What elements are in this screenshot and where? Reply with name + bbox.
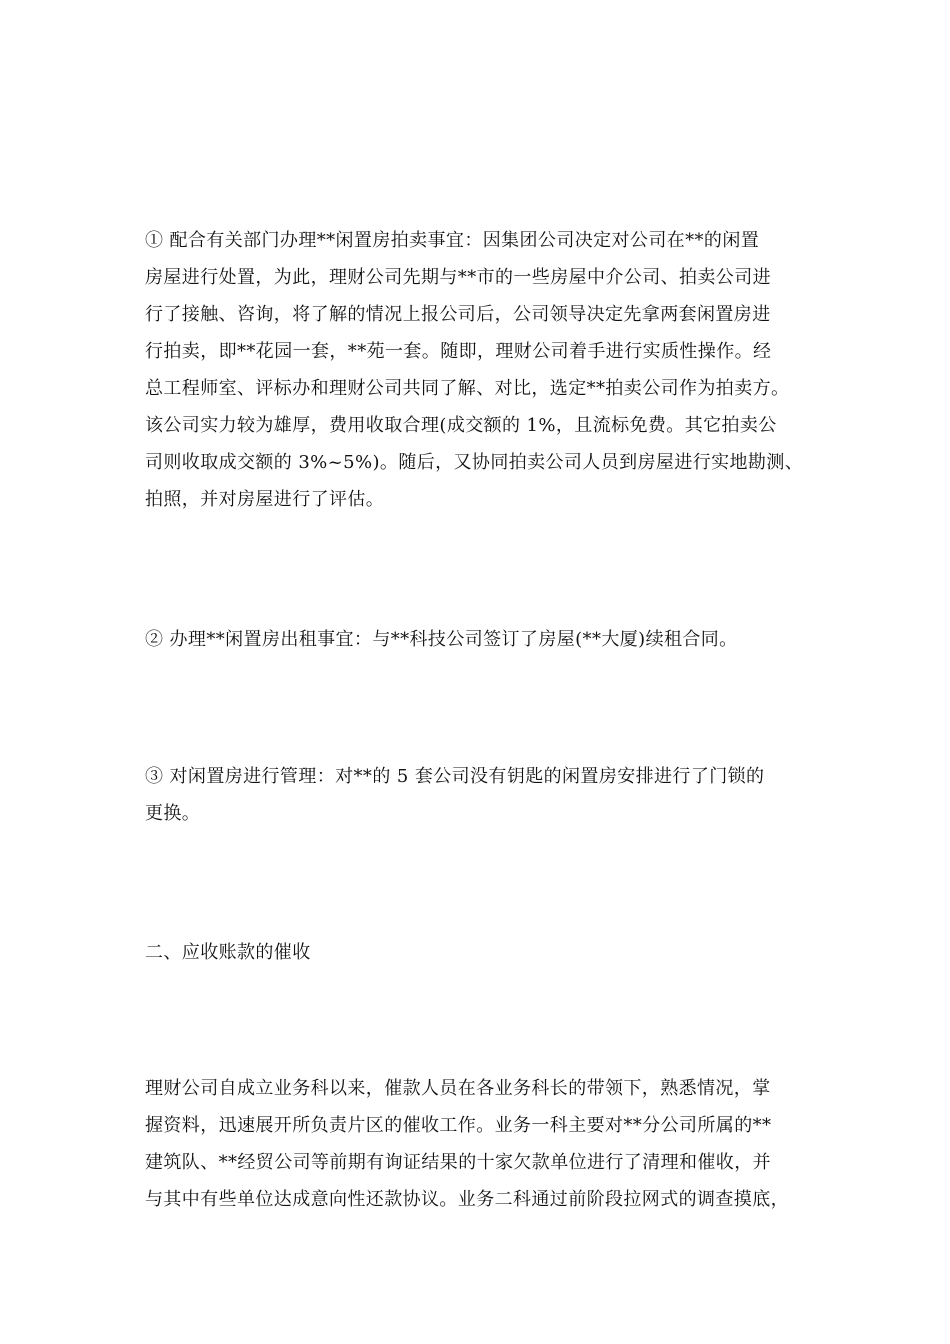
text-line: 建筑队、**经贸公司等前期有询证结果的十家欠款单位进行了清理和催收，并 — [145, 1152, 771, 1173]
text-line: 握资料，迅速展开所负责片区的催收工作。业务一科主要对**分公司所属的** — [145, 1115, 772, 1136]
section-heading — [145, 934, 825, 971]
text-line: 行了接触、咨询，将了解的情况上报公司后，公司领导决定先拿两套闲置房进 — [145, 304, 771, 325]
paragraph-collection — [145, 1070, 825, 1218]
text-line: 司则收取成交额的 3%~5%)。随后，又协同拍卖公司人员到房屋进行实地勘测、 — [145, 452, 804, 473]
paragraph-management — [145, 758, 825, 832]
heading-text: 二、应收账款的催收 — [145, 942, 311, 963]
text-line: ③ 对闲置房进行管理：对**的 5 套公司没有钥匙的闲置房安排进行了门锁的 — [145, 766, 765, 787]
text-line: 拍照，并对房屋进行了评估。 — [145, 489, 385, 510]
paragraph-rental — [145, 621, 825, 658]
text-line: 该公司实力较为雄厚，费用收取合理(成交额的 1%，且流标免费。其它拍卖公 — [145, 415, 777, 436]
text-line: 与其中有些单位达成意向性还款协议。业务二科通过前阶段拉网式的调查摸底， — [145, 1189, 789, 1210]
text-line: 总工程师室、评标办和理财公司共同了解、对比，选定**拍卖公司作为拍卖方。 — [145, 378, 790, 399]
text-line: ① 配合有关部门办理**闲置房拍卖事宜：因集团公司决定对公司在**的闲置 — [145, 230, 760, 251]
text-line: ② 办理**闲置房出租事宜：与**科技公司签订了房屋(**大厦)续租合同。 — [145, 629, 738, 650]
paragraph-auction — [145, 222, 825, 518]
text-line: 房屋进行处置，为此，理财公司先期与**市的一些房屋中介公司、拍卖公司进 — [145, 267, 771, 288]
text-line: 理财公司自成立业务科以来，催款人员在各业务科长的带领下，熟悉情况，掌 — [145, 1078, 771, 1099]
text-line: 行拍卖，即**花园一套，**苑一套。随即，理财公司着手进行实质性操作。经 — [145, 341, 772, 362]
text-line: 更换。 — [145, 803, 201, 824]
